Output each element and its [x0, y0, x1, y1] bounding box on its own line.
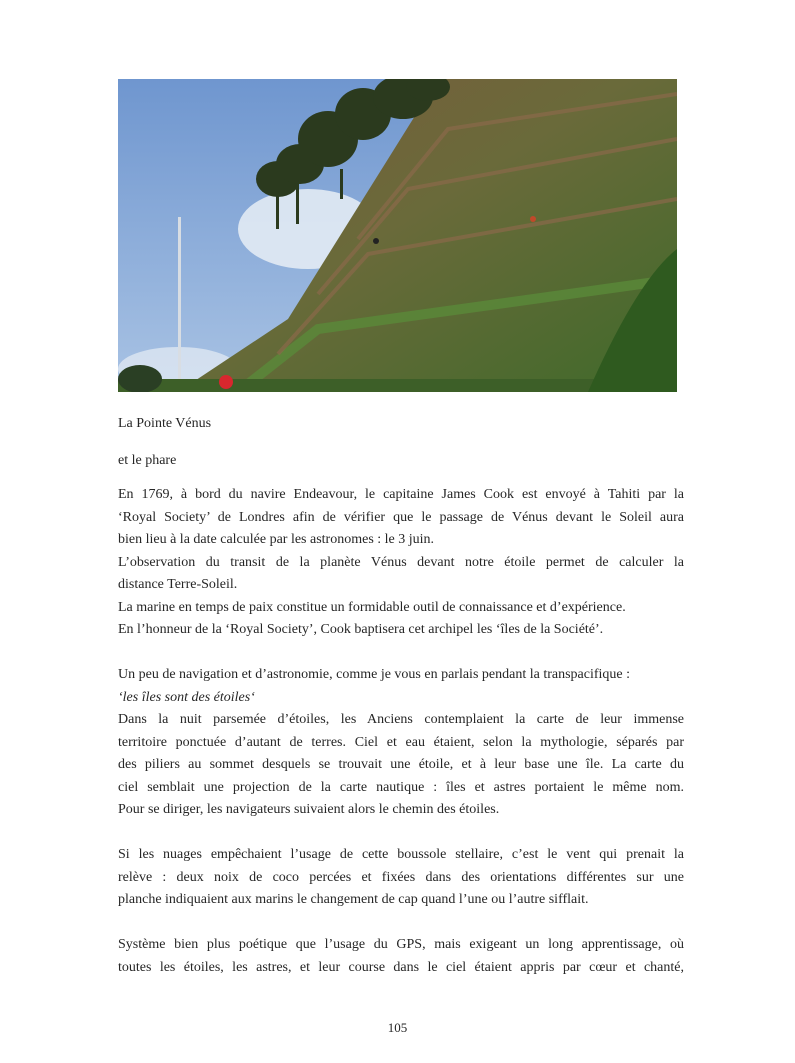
text-line: toutes les étoiles, les astres, et leur course dans le ciel étaient appris par cœur et chanté,: [118, 959, 684, 975]
text-line: La marine en temps de paix constitue un formidable outil de connaissance et d’expérience.: [118, 599, 626, 615]
text-line: ‘Royal Society’ de Londres afin de vérifier que le passage de Vénus devant le Soleil aura: [118, 509, 684, 525]
page-number: 105: [387, 1020, 408, 1035]
blank-line: [118, 642, 684, 665]
text-line: Système bien plus poétique que l’usage du GPS, mais exigeant un long apprentissage, où: [118, 937, 684, 952]
text-line: Dans la nuit parsemée d’étoiles, les Anciens contemplaient la carte de leur immense: [118, 712, 684, 727]
text-line: Si les nuages empêchaient l’usage de cette boussole stellaire, c’est le vent qui prenait la: [118, 847, 684, 862]
text-line: ciel semblait une projection de la carte nautique : îles et astres portaient le même nom.: [118, 779, 684, 795]
body-text: [118, 484, 684, 979]
text-line: Pour se diriger, les navigateurs suivaient alors le chemin des étoiles.: [118, 802, 500, 817]
blank-line: [118, 912, 684, 935]
text-line: En 1769, à bord du navire Endeavour, le capitaine James Cook est envoyé à Tahiti par la: [118, 487, 684, 502]
text-line: Un peu de navigation et d’astronomie, comme je vous en parlais pendant la transpacifique :: [118, 667, 631, 682]
text-line: des piliers au sommet desquels se trouvait une étoile, et à leur base une île. La carte du: [118, 757, 684, 772]
text-line: L’observation du transit de la planète Vénus devant notre étoile permet de calculer la: [118, 554, 684, 570]
photo-caption-subtitle: et le phare: [118, 453, 177, 468]
hillside-photo-drawing: [118, 79, 677, 392]
text-line: En l’honneur de la ‘Royal Society’, Cook baptisera cet archipel les ‘îles de la Société’.: [118, 622, 604, 637]
text-line: ‘les îles sont des étoiles‘: [118, 689, 255, 705]
text-line: planche indiquaient aux marins le changement de cap quand l’une ou l’autre sifflait.: [118, 892, 589, 907]
text-line: bien lieu à la date calculée par les astronomes : le 3 juin.: [118, 532, 435, 547]
photo-caption-title: La Pointe Vénus: [118, 416, 212, 431]
text-line: territoire ponctuée d’autant de terres. Ciel et eau étaient, selon la mythologie, séparés par: [118, 734, 684, 750]
blank-line: [118, 822, 684, 845]
hillside-photo: [118, 79, 677, 392]
text-line: distance Terre-Soleil.: [118, 577, 238, 592]
text-line: relève : deux noix de coco percées et fixées dans des orientations différentes sur une: [118, 869, 684, 885]
